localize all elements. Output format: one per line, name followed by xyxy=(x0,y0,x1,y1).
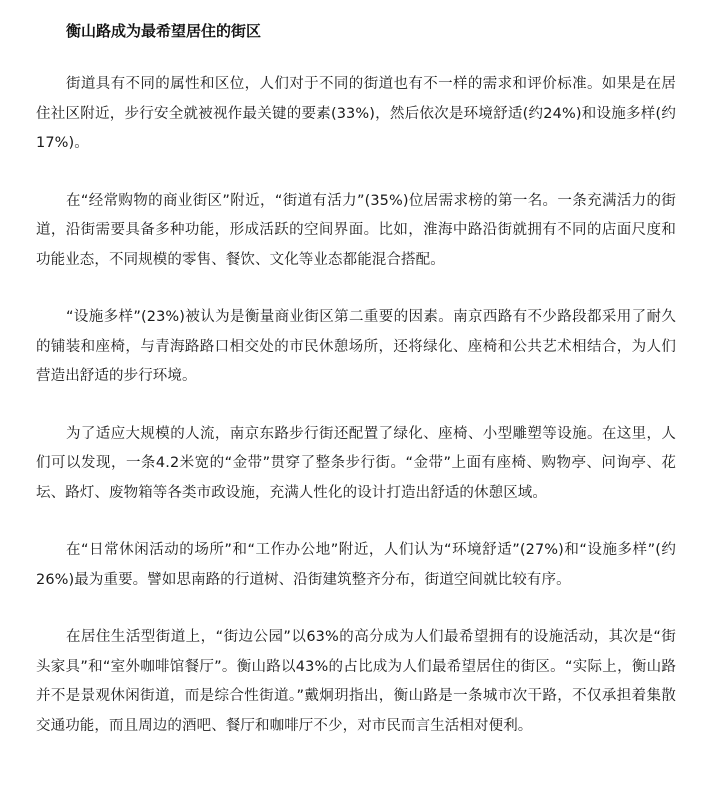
article-title: 衡山路成为最希望居住的街区 xyxy=(66,22,262,40)
article-paragraph-5: 在“日常休闲活动的场所”和“工作办公地”附近，人们认为“环境舒适”(27%)和“设施多样”(约26%)最为重要。譬如思南路的行道树、沿街建筑整齐分布，街道空间就比较有序。 xyxy=(36,542,676,588)
article xyxy=(36,18,676,741)
article-paragraph-6: 在居住生活型街道上，“街边公园”以63%的高分成为人们最希望拥有的设施活动，其次是“街头家具”和“室外咖啡馆餐厅”。衡山路以43%的占比成为人们最希望居住的街区。“实际上，衡山路并不是景观休闲街道，而是综合性街道。”戴炯玥指出，衡山路是一条城市次干路，不仅承担着集散交通功能，而且周边的酒吧、餐厅和咖啡厅不少，对市民而言生活相对便利。 xyxy=(36,629,676,734)
article-paragraph-3: “设施多样”(23%)被认为是衡量商业街区第二重要的因素。南京西路有不少路段都采用了耐久的铺装和座椅，与青海路路口相交处的市民休憩场所，还将绿化、座椅和公共艺术相结合，为人们营造出舒适的步行环境。 xyxy=(36,309,676,384)
article-paragraph-1: 街道具有不同的属性和区位，人们对于不同的街道也有不一样的需求和评价标准。如果是在居住社区附近，步行安全就被视作最关键的要素(33%)，然后依次是环境舒适(约24%)和设施多样(约17%)。 xyxy=(36,76,676,151)
article-paragraph-2: 在“经常购物的商业街区”附近，“街道有活力”(35%)位居需求榜的第一名。一条充满活力的街道，沿街需要具备多种功能，形成活跃的空间界面。比如，淮海中路沿街就拥有不同的店面尺度和功能业态，不同规模的零售、餐饮、文化等业态都能混合搭配。 xyxy=(36,192,676,268)
article-paragraph-4: 为了适应大规模的人流，南京东路步行街还配置了绿化、座椅、小型雕塑等设施。在这里，人们可以发现，一条4.2米宽的“金带”贯穿了整条步行街。“金带”上面有座椅、购物亭、问询亭、花坛、路灯、废物箱等各类市政设施，充满人性化的设计打造出舒适的休憩区域。 xyxy=(36,425,676,501)
